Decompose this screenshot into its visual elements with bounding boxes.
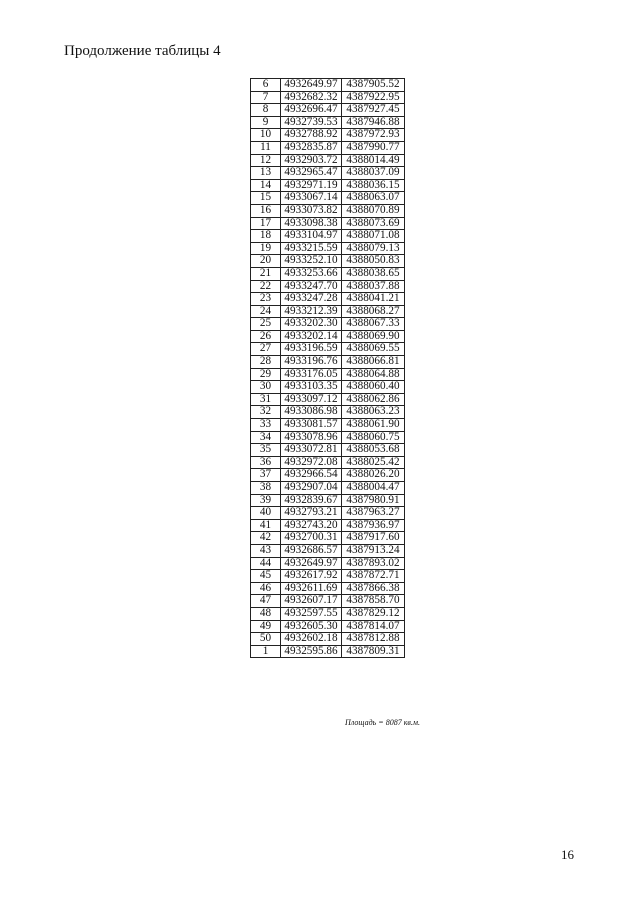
table-row — [251, 141, 405, 154]
x-coordinate-cell: 4932605.30 — [281, 620, 342, 633]
x-coordinate-cell: 4932839.67 — [281, 494, 342, 507]
coordinates-table — [250, 78, 405, 658]
y-coordinate-cell: 4387972.93 — [342, 129, 405, 142]
y-coordinate-cell: 4388079.13 — [342, 242, 405, 255]
x-coordinate-cell: 4933067.14 — [281, 192, 342, 205]
x-coordinate-cell: 4932788.92 — [281, 129, 342, 142]
y-coordinate-cell: 4387893.02 — [342, 557, 405, 570]
table-row — [251, 305, 405, 318]
point-number-cell: 34 — [251, 431, 281, 444]
x-coordinate-cell: 4933212.39 — [281, 305, 342, 318]
y-coordinate-cell: 4388014.49 — [342, 154, 405, 167]
table-row — [251, 582, 405, 595]
table-row — [251, 167, 405, 180]
point-number-cell: 33 — [251, 419, 281, 432]
y-coordinate-cell: 4388063.07 — [342, 192, 405, 205]
point-number-cell: 24 — [251, 305, 281, 318]
y-coordinate-cell: 4387829.12 — [342, 607, 405, 620]
table-row — [251, 431, 405, 444]
table-row — [251, 381, 405, 394]
y-coordinate-cell: 4387963.27 — [342, 507, 405, 520]
x-coordinate-cell: 4932966.54 — [281, 469, 342, 482]
point-number-cell: 31 — [251, 393, 281, 406]
x-coordinate-cell: 4933097.12 — [281, 393, 342, 406]
table-row — [251, 330, 405, 343]
point-number-cell: 48 — [251, 607, 281, 620]
point-number-cell: 29 — [251, 368, 281, 381]
x-coordinate-cell: 4933247.70 — [281, 280, 342, 293]
point-number-cell: 25 — [251, 318, 281, 331]
table-row — [251, 179, 405, 192]
y-coordinate-cell: 4387936.97 — [342, 519, 405, 532]
point-number-cell: 17 — [251, 217, 281, 230]
point-number-cell: 44 — [251, 557, 281, 570]
point-number-cell: 1 — [251, 645, 281, 658]
y-coordinate-cell: 4387809.31 — [342, 645, 405, 658]
table-row — [251, 494, 405, 507]
y-coordinate-cell: 4388026.20 — [342, 469, 405, 482]
x-coordinate-cell: 4933073.82 — [281, 204, 342, 217]
x-coordinate-cell: 4933086.98 — [281, 406, 342, 419]
point-number-cell: 27 — [251, 343, 281, 356]
table-row — [251, 419, 405, 432]
table-row — [251, 255, 405, 268]
y-coordinate-cell: 4388036.15 — [342, 179, 405, 192]
y-coordinate-cell: 4388069.55 — [342, 343, 405, 356]
y-coordinate-cell: 4387913.24 — [342, 544, 405, 557]
point-number-cell: 16 — [251, 204, 281, 217]
table-row — [251, 557, 405, 570]
x-coordinate-cell: 4933196.59 — [281, 343, 342, 356]
x-coordinate-cell: 4933072.81 — [281, 444, 342, 457]
table-row — [251, 519, 405, 532]
point-number-cell: 9 — [251, 116, 281, 129]
y-coordinate-cell: 4388053.68 — [342, 444, 405, 457]
point-number-cell: 36 — [251, 456, 281, 469]
y-coordinate-cell: 4387917.60 — [342, 532, 405, 545]
point-number-cell: 46 — [251, 582, 281, 595]
table-row — [251, 507, 405, 520]
table-row — [251, 456, 405, 469]
page-number: 16 — [561, 847, 574, 862]
x-coordinate-cell: 4933252.10 — [281, 255, 342, 268]
y-coordinate-cell: 4388067.33 — [342, 318, 405, 331]
x-coordinate-cell: 4933253.66 — [281, 267, 342, 280]
point-number-cell: 42 — [251, 532, 281, 545]
y-coordinate-cell: 4387922.95 — [342, 91, 405, 104]
y-coordinate-cell: 4388066.81 — [342, 356, 405, 369]
table-row — [251, 607, 405, 620]
point-number-cell: 19 — [251, 242, 281, 255]
table-row — [251, 129, 405, 142]
y-coordinate-cell: 4388025.42 — [342, 456, 405, 469]
point-number-cell: 35 — [251, 444, 281, 457]
x-coordinate-cell: 4933078.96 — [281, 431, 342, 444]
x-coordinate-cell: 4932595.86 — [281, 645, 342, 658]
x-coordinate-cell: 4933098.38 — [281, 217, 342, 230]
x-coordinate-cell: 4932649.97 — [281, 557, 342, 570]
table-row — [251, 544, 405, 557]
y-coordinate-cell: 4388062.86 — [342, 393, 405, 406]
point-number-cell: 37 — [251, 469, 281, 482]
point-number-cell: 15 — [251, 192, 281, 205]
table-row — [251, 293, 405, 306]
point-number-cell: 14 — [251, 179, 281, 192]
y-coordinate-cell: 4388061.90 — [342, 419, 405, 432]
point-number-cell: 39 — [251, 494, 281, 507]
x-coordinate-cell: 4933103.35 — [281, 381, 342, 394]
x-coordinate-cell: 4932793.21 — [281, 507, 342, 520]
point-number-cell: 47 — [251, 595, 281, 608]
y-coordinate-cell: 4387905.52 — [342, 79, 405, 92]
y-coordinate-cell: 4387872.71 — [342, 570, 405, 583]
point-number-cell: 23 — [251, 293, 281, 306]
table-row — [251, 104, 405, 117]
y-coordinate-cell: 4387980.91 — [342, 494, 405, 507]
point-number-cell: 12 — [251, 154, 281, 167]
point-number-cell: 45 — [251, 570, 281, 583]
x-coordinate-cell: 4932972.08 — [281, 456, 342, 469]
x-coordinate-cell: 4932607.17 — [281, 595, 342, 608]
x-coordinate-cell: 4932971.19 — [281, 179, 342, 192]
y-coordinate-cell: 4387812.88 — [342, 633, 405, 646]
y-coordinate-cell: 4387946.88 — [342, 116, 405, 129]
y-coordinate-cell: 4388037.09 — [342, 167, 405, 180]
point-number-cell: 13 — [251, 167, 281, 180]
point-number-cell: 49 — [251, 620, 281, 633]
x-coordinate-cell: 4932739.53 — [281, 116, 342, 129]
area-note: Площадь = 8087 кв.м. — [345, 718, 421, 727]
table-row — [251, 230, 405, 243]
y-coordinate-cell: 4387927.45 — [342, 104, 405, 117]
y-coordinate-cell: 4388069.90 — [342, 330, 405, 343]
y-coordinate-cell: 4387866.38 — [342, 582, 405, 595]
table-row — [251, 192, 405, 205]
y-coordinate-cell: 4388071.08 — [342, 230, 405, 243]
x-coordinate-cell: 4932611.69 — [281, 582, 342, 595]
table-continuation-heading: Продолжение таблицы 4 — [64, 43, 221, 59]
point-number-cell: 41 — [251, 519, 281, 532]
x-coordinate-cell: 4932700.31 — [281, 532, 342, 545]
table-row — [251, 356, 405, 369]
x-coordinate-cell: 4932686.57 — [281, 544, 342, 557]
y-coordinate-cell: 4387814.07 — [342, 620, 405, 633]
x-coordinate-cell: 4932682.32 — [281, 91, 342, 104]
x-coordinate-cell: 4933247.28 — [281, 293, 342, 306]
point-number-cell: 50 — [251, 633, 281, 646]
x-coordinate-cell: 4933215.59 — [281, 242, 342, 255]
y-coordinate-cell: 4388063.23 — [342, 406, 405, 419]
table-row — [251, 469, 405, 482]
point-number-cell: 7 — [251, 91, 281, 104]
point-number-cell: 21 — [251, 267, 281, 280]
x-coordinate-cell: 4932649.97 — [281, 79, 342, 92]
point-number-cell: 32 — [251, 406, 281, 419]
y-coordinate-cell: 4388060.40 — [342, 381, 405, 394]
x-coordinate-cell: 4932617.92 — [281, 570, 342, 583]
point-number-cell: 11 — [251, 141, 281, 154]
table-row — [251, 633, 405, 646]
x-coordinate-cell: 4932743.20 — [281, 519, 342, 532]
x-coordinate-cell: 4932903.72 — [281, 154, 342, 167]
point-number-cell: 26 — [251, 330, 281, 343]
coordinates-table-body — [251, 79, 405, 658]
x-coordinate-cell: 4933196.76 — [281, 356, 342, 369]
table-row — [251, 91, 405, 104]
y-coordinate-cell: 4388070.89 — [342, 204, 405, 217]
table-row — [251, 444, 405, 457]
point-number-cell: 40 — [251, 507, 281, 520]
table-row — [251, 79, 405, 92]
point-number-cell: 28 — [251, 356, 281, 369]
y-coordinate-cell: 4388037.88 — [342, 280, 405, 293]
x-coordinate-cell: 4933104.97 — [281, 230, 342, 243]
point-number-cell: 8 — [251, 104, 281, 117]
table-row — [251, 343, 405, 356]
point-number-cell: 10 — [251, 129, 281, 142]
table-row — [251, 645, 405, 658]
point-number-cell: 18 — [251, 230, 281, 243]
y-coordinate-cell: 4388038.65 — [342, 267, 405, 280]
table-row — [251, 318, 405, 331]
point-number-cell: 6 — [251, 79, 281, 92]
point-number-cell: 20 — [251, 255, 281, 268]
table-row — [251, 620, 405, 633]
x-coordinate-cell: 4932835.87 — [281, 141, 342, 154]
table-row — [251, 482, 405, 495]
table-row — [251, 116, 405, 129]
y-coordinate-cell: 4388004.47 — [342, 482, 405, 495]
y-coordinate-cell: 4388050.83 — [342, 255, 405, 268]
table-row — [251, 570, 405, 583]
table-row — [251, 393, 405, 406]
x-coordinate-cell: 4932597.55 — [281, 607, 342, 620]
x-coordinate-cell: 4933202.30 — [281, 318, 342, 331]
y-coordinate-cell: 4388073.69 — [342, 217, 405, 230]
y-coordinate-cell: 4388060.75 — [342, 431, 405, 444]
x-coordinate-cell: 4933081.57 — [281, 419, 342, 432]
x-coordinate-cell: 4933202.14 — [281, 330, 342, 343]
point-number-cell: 30 — [251, 381, 281, 394]
table-row — [251, 406, 405, 419]
y-coordinate-cell: 4387858.70 — [342, 595, 405, 608]
x-coordinate-cell: 4932696.47 — [281, 104, 342, 117]
x-coordinate-cell: 4932965.47 — [281, 167, 342, 180]
point-number-cell: 22 — [251, 280, 281, 293]
point-number-cell: 38 — [251, 482, 281, 495]
y-coordinate-cell: 4388068.27 — [342, 305, 405, 318]
table-row — [251, 595, 405, 608]
y-coordinate-cell: 4388064.88 — [342, 368, 405, 381]
point-number-cell: 43 — [251, 544, 281, 557]
x-coordinate-cell: 4933176.05 — [281, 368, 342, 381]
table-row — [251, 280, 405, 293]
table-row — [251, 204, 405, 217]
table-row — [251, 154, 405, 167]
table-row — [251, 242, 405, 255]
table-row — [251, 267, 405, 280]
y-coordinate-cell: 4388041.21 — [342, 293, 405, 306]
table-row — [251, 217, 405, 230]
x-coordinate-cell: 4932602.18 — [281, 633, 342, 646]
table-row — [251, 532, 405, 545]
x-coordinate-cell: 4932907.04 — [281, 482, 342, 495]
y-coordinate-cell: 4387990.77 — [342, 141, 405, 154]
table-row — [251, 368, 405, 381]
